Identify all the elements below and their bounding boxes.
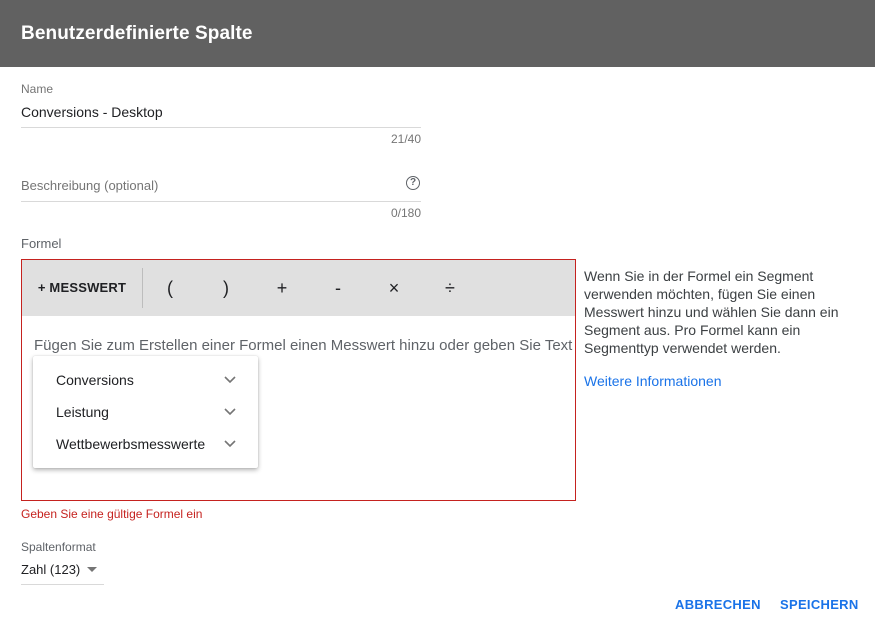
help-circle-icon[interactable]: ?: [406, 176, 420, 190]
chevron-down-icon: [223, 437, 237, 451]
segment-info-text: Wenn Sie in der Formel ein Segment verwenden möchten, fügen Sie einen Messwert hinzu und wählen Sie dann ein Segment aus. Pro Formel kann ein Segmenttyp verwendet werden.: [584, 268, 839, 356]
add-metric-button[interactable]: + MESSWERT: [37, 280, 127, 295]
formula-label: Formel: [21, 236, 62, 251]
name-label: Name: [21, 82, 54, 96]
plus-button[interactable]: +: [276, 278, 288, 298]
toolbar-divider: [142, 268, 143, 308]
formula-error: Geben Sie eine gültige Formel ein: [21, 507, 203, 521]
metric-menu: [33, 356, 258, 468]
caret-down-icon[interactable]: [87, 567, 97, 572]
menu-item-label: Conversions: [56, 372, 134, 388]
description-counter: 0/180: [390, 206, 421, 220]
divide-button[interactable]: ÷: [445, 278, 455, 298]
chevron-down-icon: [223, 405, 237, 419]
menu-item-wettbewerbsmesswerte[interactable]: [33, 428, 258, 460]
column-format-select[interactable]: Zahl (123): [21, 562, 81, 577]
multiply-button[interactable]: ×: [388, 278, 400, 298]
close-paren-button[interactable]: ): [223, 278, 229, 298]
cancel-button[interactable]: ABBRECHEN: [675, 597, 761, 612]
name-underline: [21, 127, 421, 128]
menu-item-leistung[interactable]: [33, 396, 258, 428]
name-input[interactable]: Conversions - Desktop: [21, 104, 163, 120]
open-paren-button[interactable]: (: [167, 278, 173, 298]
name-counter: 21/40: [390, 132, 421, 146]
learn-more-link[interactable]: Weitere Informationen: [584, 373, 722, 389]
dialog-header: [0, 0, 875, 67]
formula-placeholder: Fügen Sie zum Erstellen einer Formel einen Messwert hinzu oder geben Sie Text: [34, 337, 573, 354]
dialog-title: Benutzerdefinierte Spalte: [21, 23, 253, 44]
column-format-label: Spaltenformat: [21, 540, 96, 554]
chevron-down-icon: [223, 373, 237, 387]
description-underline: [21, 201, 421, 202]
formula-toolbar: [22, 260, 575, 316]
description-input[interactable]: Beschreibung (optional): [21, 178, 159, 193]
menu-item-conversions[interactable]: [33, 364, 258, 396]
save-button[interactable]: SPEICHERN: [780, 597, 859, 612]
minus-button[interactable]: -: [335, 278, 341, 298]
menu-item-label: Leistung: [56, 404, 109, 420]
column-format-underline: [21, 584, 104, 585]
menu-item-label: Wettbewerbsmesswerte: [56, 436, 206, 452]
